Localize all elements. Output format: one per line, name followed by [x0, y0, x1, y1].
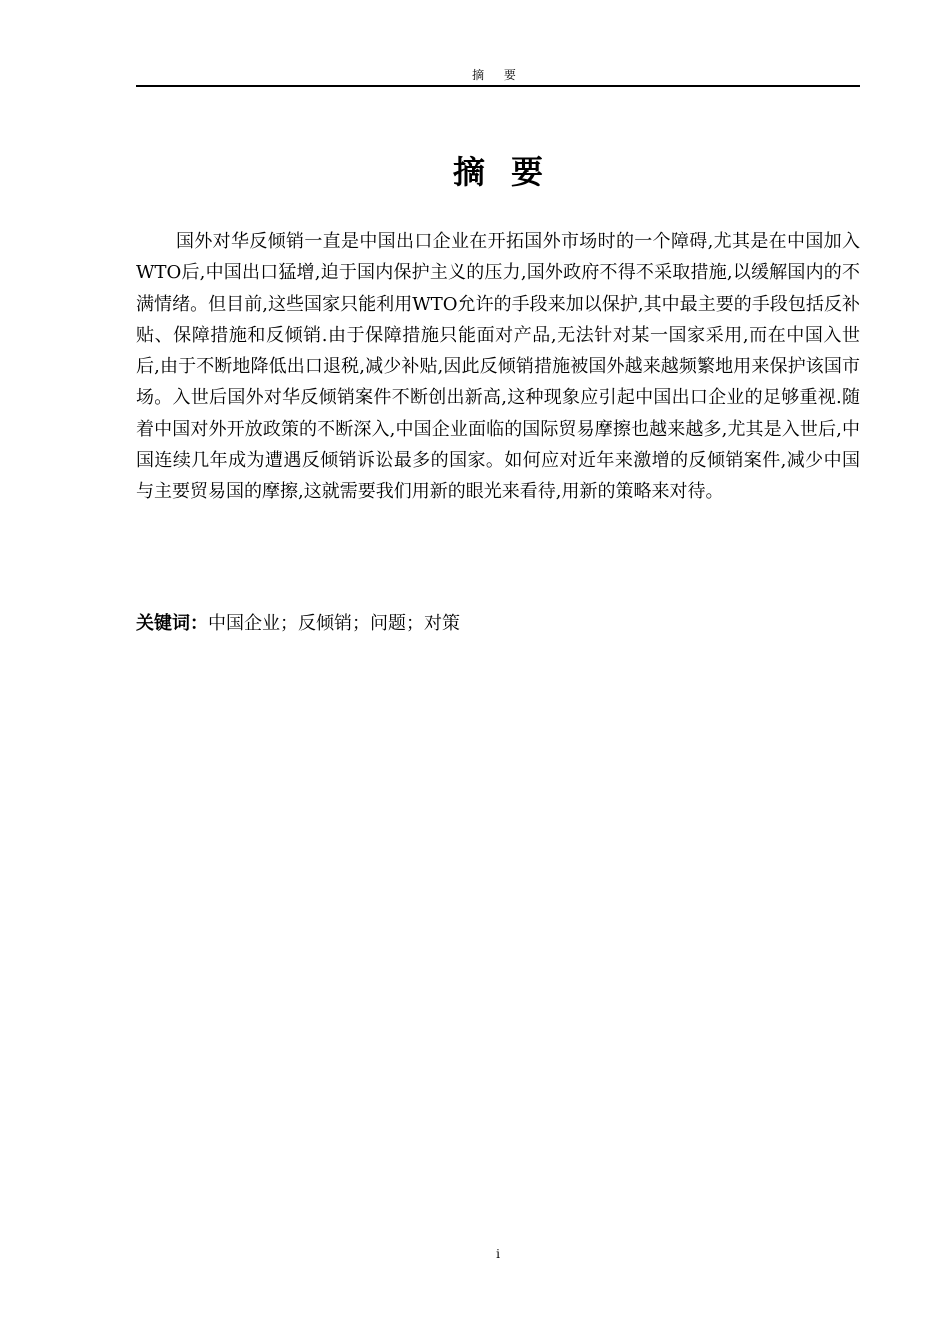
page-title: 摘要	[452, 153, 569, 191]
running-header: 摘 要	[472, 68, 524, 82]
keywords-line	[136, 610, 860, 638]
page-number: i	[496, 1247, 500, 1261]
header-divider	[136, 85, 860, 87]
keywords-label: 关键词：	[136, 613, 208, 634]
abstract-paragraph: 国外对华反倾销一直是中国出口企业在开拓国外市场时的一个障碍,尤其是在中国加入WTO后,中国出口猛增,迫于国内保护主义的压力,国外政府不得不采取措施,以缓解国内的不满情绪。但目前,这些国家只能利用WTO允许的手段来加以保护,其中最主要的手段包括反补贴、保障措施和反倾销.由于保障措施只能面对产品,无法针对某一国家采用,而在中国入世后,由于不断地降低出口退税,减少补贴,因此反倾销措施被国外越来越频繁地用来保护该国市场。入世后国外对华反倾销案件不断创出新高,这种现象应引起中国出口企业的足够重视.随着中国对外开放政策的不断深入,中国企业面临的国际贸易摩擦也越来越多,尤其是入世后,中国连续几年成为遭遇反倾销诉讼最多的国家。如何应对近年来激增的反倾销案件,减少中国与主要贸易国的摩擦,这就需要我们用新的眼光来看待,用新的策略来对待。	[136, 231, 860, 503]
keywords-value: 中国企业；反倾销；问题；对策	[208, 613, 460, 634]
